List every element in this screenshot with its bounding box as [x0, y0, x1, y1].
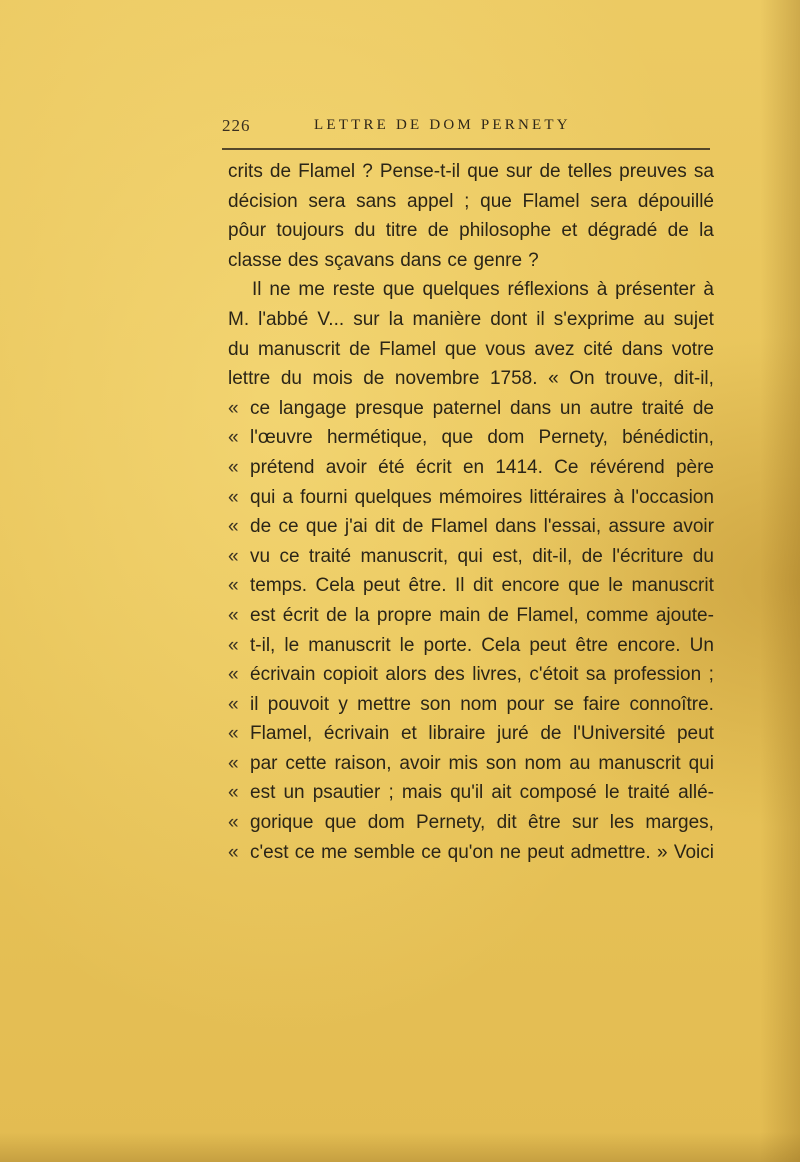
word: crits	[228, 161, 263, 182]
word: mais	[401, 782, 442, 804]
word: la	[388, 308, 404, 330]
quote-mark: «	[228, 456, 239, 478]
word: dans	[495, 516, 537, 538]
word: ne	[269, 279, 291, 301]
word: mis	[448, 752, 479, 774]
word: traité	[308, 545, 352, 567]
word: langage	[278, 397, 347, 419]
word: du	[692, 545, 714, 567]
word: est	[250, 782, 276, 804]
word: pouvoit	[267, 693, 330, 715]
word: Cela	[481, 634, 521, 656]
word: porte.	[423, 634, 473, 656]
word: sur	[505, 161, 533, 182]
quoted-text	[250, 778, 714, 808]
word: ce	[250, 397, 271, 419]
word: réflexions	[507, 279, 589, 301]
word: cette	[285, 752, 327, 774]
word: trouve,	[605, 368, 664, 390]
word: dit-il,	[532, 545, 573, 567]
word: mémoires	[438, 486, 523, 508]
word: la	[354, 604, 370, 626]
word: prétend	[250, 456, 315, 478]
word: dom	[487, 427, 525, 449]
word: sera	[590, 190, 628, 212]
word: ce	[421, 841, 442, 863]
quoted-line	[228, 719, 714, 749]
text-line	[228, 335, 714, 365]
word: novembre	[394, 368, 480, 390]
word: s'exprime	[553, 308, 635, 330]
quoted-line	[228, 749, 714, 779]
word: nom	[460, 693, 498, 715]
quoted-text	[250, 719, 714, 749]
word: vous	[485, 338, 526, 360]
word: philosophe	[459, 220, 552, 242]
word: lettre	[228, 368, 271, 390]
word: il	[536, 308, 545, 330]
word: un	[283, 782, 305, 804]
quoted-text	[250, 808, 714, 838]
word: sa	[585, 664, 606, 686]
quote-mark: «	[228, 723, 239, 745]
word: de	[363, 368, 385, 390]
word: dans	[509, 397, 552, 419]
word: alors	[385, 664, 427, 686]
word: être	[575, 634, 609, 656]
word: libraire	[428, 723, 486, 745]
word: Flamel,	[250, 723, 313, 745]
word: Flamel	[430, 516, 488, 538]
word: l'œuvre	[250, 427, 313, 449]
quote-mark: «	[228, 782, 239, 804]
word: est	[250, 604, 276, 626]
word: être.	[408, 575, 447, 597]
quoted-line	[228, 483, 714, 513]
word: du	[280, 368, 302, 390]
word: dans	[621, 338, 663, 360]
quoted-line	[228, 423, 714, 453]
word: a	[282, 486, 293, 508]
word: fourni	[300, 486, 348, 508]
word: de	[539, 161, 561, 182]
word: telles	[567, 161, 613, 182]
quoted-line	[228, 394, 714, 424]
header-rule	[222, 148, 710, 150]
word: l'essai,	[543, 516, 602, 538]
word: l'abbé	[258, 308, 309, 330]
word: l'écriture	[612, 545, 684, 567]
word: ?	[528, 249, 539, 271]
word: que	[441, 427, 474, 449]
word: par	[250, 752, 278, 774]
quote-mark: «	[228, 693, 239, 715]
page-header	[222, 116, 712, 138]
quoted-line	[228, 778, 714, 808]
quoted-text	[250, 601, 714, 631]
word: à	[703, 279, 714, 301]
word: psautier	[312, 782, 381, 804]
word: l'occasion	[631, 486, 714, 508]
text-line	[228, 216, 714, 246]
word: c'est	[250, 841, 289, 863]
word: semble	[353, 841, 416, 863]
word: peut	[529, 634, 567, 656]
word: Il	[455, 575, 465, 597]
word: juré	[497, 723, 529, 745]
word: sans	[356, 190, 397, 212]
word: à	[596, 279, 608, 301]
quoted-line	[228, 660, 714, 690]
word: hermétique,	[326, 427, 428, 449]
word: littéraires	[529, 486, 607, 508]
word: père	[675, 456, 714, 478]
word: marges,	[645, 812, 714, 834]
word: l'Université	[573, 723, 666, 745]
word: le	[399, 634, 415, 656]
quoted-text	[250, 423, 714, 453]
quoted-text	[250, 542, 714, 572]
word: les	[609, 812, 635, 834]
word: en	[462, 456, 485, 478]
word: révérend	[589, 456, 665, 478]
word: faire	[583, 693, 621, 715]
word: du	[354, 220, 376, 242]
word: ce	[279, 545, 300, 567]
word: avoir	[672, 516, 714, 538]
word: copioit	[322, 664, 378, 686]
word: ;	[388, 782, 394, 804]
word: genre	[473, 249, 523, 271]
quote-mark: «	[228, 604, 239, 626]
word: manière	[412, 308, 482, 330]
word: admettre.	[570, 841, 651, 863]
word: au	[643, 308, 665, 330]
quoted-line	[228, 838, 714, 868]
word: Il	[252, 279, 262, 301]
word: profession	[613, 664, 702, 686]
quote-mark: «	[228, 841, 239, 863]
word: dom	[367, 812, 405, 834]
word: peut	[363, 575, 401, 597]
word: toujours	[276, 220, 344, 242]
word: Flamel	[522, 190, 580, 212]
word: il	[250, 693, 259, 715]
quoted-line	[228, 571, 714, 601]
word: quelques	[354, 486, 432, 508]
word: vu	[250, 545, 271, 567]
word: mois	[312, 368, 353, 390]
word: qu'on	[447, 841, 494, 863]
word: dit	[374, 516, 395, 538]
quoted-text	[250, 838, 714, 868]
word: dit	[496, 812, 517, 834]
word: «	[548, 368, 559, 390]
quote-mark: «	[228, 575, 239, 597]
text-line	[228, 246, 714, 276]
running-head: LETTRE DE DOM PERNETY	[314, 117, 571, 133]
word: ne	[499, 841, 521, 863]
text-line	[228, 187, 714, 217]
word: avoir	[399, 752, 441, 774]
word: le	[284, 634, 300, 656]
word: dit	[472, 575, 494, 597]
quote-mark: «	[228, 486, 239, 508]
quoted-text	[250, 394, 714, 424]
word: classe	[228, 249, 282, 271]
word: présenter	[615, 279, 696, 301]
word: le	[604, 782, 620, 804]
word: sera	[308, 190, 346, 212]
word: Pense-t-il	[379, 161, 461, 182]
word: écrit	[415, 456, 452, 478]
word: ;	[464, 190, 470, 212]
word: que	[305, 516, 338, 538]
word: que	[324, 812, 357, 834]
word: être	[527, 812, 561, 834]
word: V...	[317, 308, 345, 330]
page-edge-shadow	[760, 0, 800, 1162]
quoted-text	[250, 631, 714, 661]
word: dégradé	[587, 220, 658, 242]
word: de	[269, 161, 292, 182]
word: propre	[376, 604, 432, 626]
word: gorique	[250, 812, 314, 834]
word: et	[400, 723, 417, 745]
body-text	[228, 157, 714, 867]
word: de	[581, 545, 603, 567]
word: mettre	[357, 693, 411, 715]
word: Ce	[554, 456, 579, 478]
word: j'ai	[344, 516, 368, 538]
word: des	[434, 664, 465, 686]
word: et	[561, 220, 578, 242]
word: à	[613, 486, 625, 508]
word: son	[420, 693, 451, 715]
quoted-text	[250, 660, 714, 690]
word: ait	[491, 782, 512, 804]
word: le	[608, 575, 624, 597]
word: Flamel	[298, 161, 356, 182]
word: 1758.	[489, 368, 538, 390]
word: qu'il	[450, 782, 484, 804]
quoted-line	[228, 631, 714, 661]
word: manuscrit	[257, 338, 341, 360]
quoted-line	[228, 453, 714, 483]
quote-mark: «	[228, 545, 239, 567]
page-bottom-shadow	[0, 1132, 800, 1162]
word: reste	[332, 279, 375, 301]
word: autre	[589, 397, 634, 419]
word: manuscrit,	[360, 545, 449, 567]
word: M.	[228, 308, 250, 330]
word: sçavans	[324, 249, 395, 271]
word: On	[569, 368, 595, 390]
word: votre	[671, 338, 714, 360]
word: Flamel	[379, 338, 437, 360]
word: connoître.	[629, 693, 714, 715]
word: appel	[406, 190, 454, 212]
quoted-text	[250, 749, 714, 779]
word: Un	[689, 634, 714, 656]
word: Pernety,	[538, 427, 608, 449]
word: presque	[355, 397, 424, 419]
word: t-il,	[250, 634, 276, 656]
word: est,	[492, 545, 523, 567]
word: manuscrit	[631, 575, 714, 597]
quoted-text	[250, 453, 714, 483]
word: manuscrit	[308, 634, 391, 656]
word: ce	[447, 249, 468, 271]
quoted-text	[250, 690, 714, 720]
word: de	[540, 723, 562, 745]
word: y	[338, 693, 348, 715]
word: sur	[572, 812, 599, 834]
word: la	[699, 220, 714, 242]
word: avoir	[325, 456, 367, 478]
word: manuscrit	[598, 752, 681, 774]
word: pôur	[228, 220, 267, 242]
quoted-text	[250, 483, 714, 513]
word: ?	[362, 161, 373, 182]
text-line	[228, 157, 714, 187]
word: paternel	[432, 397, 502, 419]
word: avez	[534, 338, 575, 360]
quote-mark: «	[228, 516, 239, 538]
word: dans	[400, 249, 442, 271]
word: bénédictin,	[622, 427, 714, 449]
word: 1414.	[495, 456, 543, 478]
word: Voici	[673, 841, 714, 863]
quoted-line	[228, 542, 714, 572]
word: de	[667, 220, 689, 242]
word: que	[444, 338, 477, 360]
word: été	[378, 456, 405, 478]
word: son	[485, 752, 517, 774]
word: comme	[586, 604, 649, 626]
word: composé	[519, 782, 597, 804]
quoted-line	[228, 601, 714, 631]
quoted-line	[228, 808, 714, 838]
quote-mark: «	[228, 752, 239, 774]
word: de	[692, 397, 714, 419]
quoted-line	[228, 512, 714, 542]
word: de	[250, 516, 272, 538]
word: que	[467, 161, 499, 182]
word: traité	[641, 397, 685, 419]
word: allé-	[678, 782, 714, 804]
word: Pernety,	[415, 812, 486, 834]
word: encore.	[617, 634, 681, 656]
word: nom	[524, 752, 562, 774]
word: qui	[688, 752, 714, 774]
word: un	[559, 397, 582, 419]
word: décision	[228, 190, 298, 212]
text-line	[228, 275, 714, 305]
word: sa	[693, 161, 714, 182]
word: sujet	[673, 308, 714, 330]
text-line	[228, 364, 714, 394]
word: Flamel,	[516, 604, 579, 626]
word: sur	[353, 308, 380, 330]
word: cité	[583, 338, 613, 360]
word: que	[382, 279, 415, 301]
word: que	[568, 575, 600, 597]
quote-mark: «	[228, 634, 239, 656]
quoted-line	[228, 690, 714, 720]
word: encore	[501, 575, 560, 597]
word: dont	[490, 308, 528, 330]
page-number: 226	[222, 116, 251, 135]
word: ce	[278, 516, 299, 538]
text-line	[228, 305, 714, 335]
word: ;	[708, 664, 714, 686]
quoted-text	[250, 571, 714, 601]
word: raison,	[334, 752, 392, 774]
word: dépouillé	[637, 190, 714, 212]
quote-mark: «	[228, 427, 239, 449]
word: du	[228, 338, 250, 360]
quote-mark: «	[228, 664, 239, 686]
word: preuves	[619, 161, 687, 182]
word: ce	[294, 841, 315, 863]
word: écrit	[282, 604, 319, 626]
word: me	[298, 279, 325, 301]
word: »	[656, 841, 668, 863]
word: de	[349, 338, 371, 360]
word: assure	[608, 516, 666, 538]
word: écrivain	[250, 664, 316, 686]
word: Cela	[315, 575, 355, 597]
word: peut	[527, 841, 565, 863]
word: des	[287, 249, 319, 271]
word: se	[553, 693, 574, 715]
word: de	[427, 220, 449, 242]
word: temps.	[250, 575, 308, 597]
word: dit-il,	[673, 368, 714, 390]
word: de	[402, 516, 424, 538]
quote-mark: «	[228, 812, 239, 834]
word: main	[439, 604, 481, 626]
quoted-text	[250, 512, 714, 542]
word: quelques	[422, 279, 500, 301]
word: c'étoit	[529, 664, 579, 686]
word: qui	[250, 486, 276, 508]
word: ajoute-	[655, 604, 714, 626]
word: peut	[676, 723, 714, 745]
quote-mark: «	[228, 397, 239, 419]
word: traité	[627, 782, 670, 804]
word: au	[569, 752, 591, 774]
word: écrivain	[323, 723, 390, 745]
word: qui	[457, 545, 483, 567]
word: que	[480, 190, 512, 212]
word: pour	[506, 693, 545, 715]
word: de	[487, 604, 509, 626]
word: de	[326, 604, 348, 626]
word: me	[321, 841, 348, 863]
word: titre	[385, 220, 418, 242]
word: livres,	[472, 664, 522, 686]
